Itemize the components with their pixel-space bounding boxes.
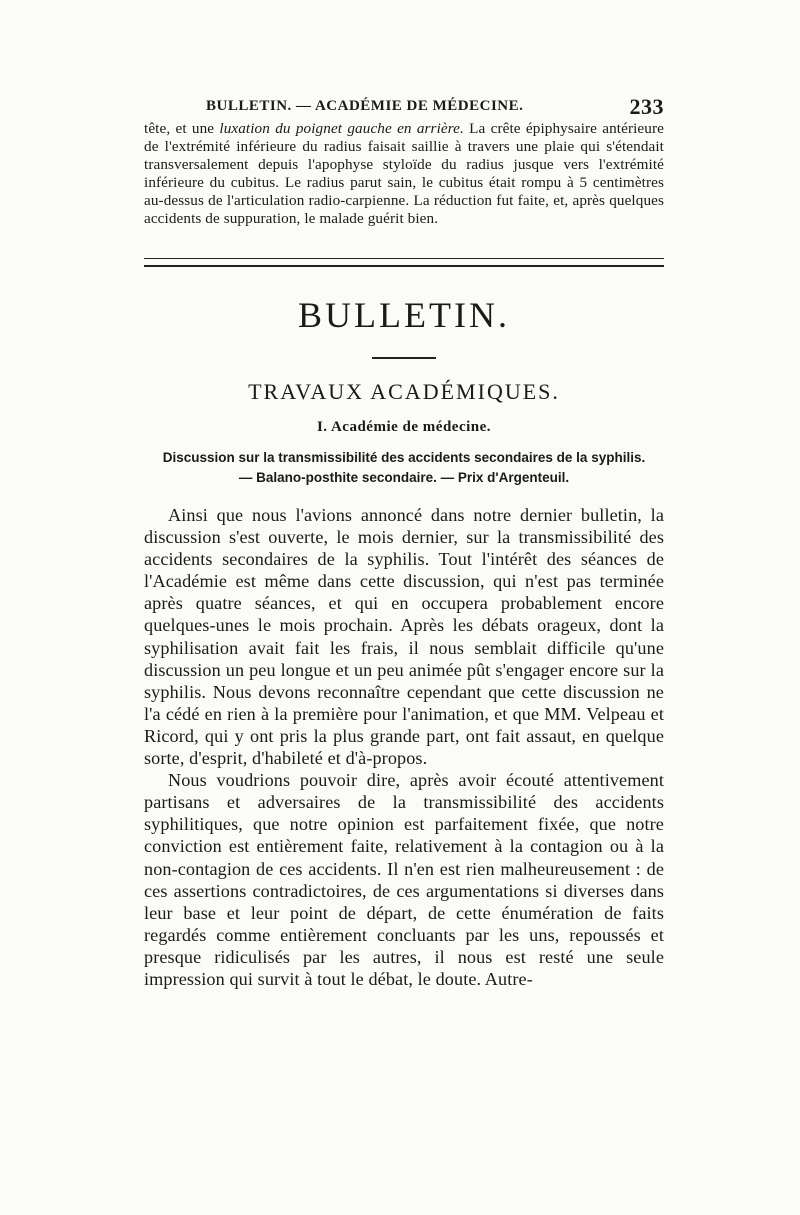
title-underline [372, 357, 436, 359]
page-number: 233 [629, 94, 664, 119]
subject-line-2: — Balano-posthite secondaire. — Prix d'Argenteuil. [238, 470, 570, 485]
section-title: BULLETIN. [298, 295, 510, 335]
academy-heading: I. Académie de médecine. [316, 419, 492, 435]
body-paragraph-1: Ainsi que nous l'avions annoncé dans notre dernier bulletin, la discussion s'est ouverte, le mois dernier, sur la transmissibilité des accidents secondaires de la syphilis. Tout l'intérêt des séances de l'Académie est même dans cette discussion, qui n'est pas terminée après quatre séances, et qui en occupera probablement encore quelques-unes le mois prochain. Après les débats orageux, dont la syphilisation avait fait les frais, il nous semblait difficile qu'une discussion un peu longue et un peu animée pût s'engager encore sur la syphilis. Nous devons reconnaître cependant que cette discussion ne l'a cédé en rien à la première pour l'animation, et que MM. Velpeau et Ricord, qui y ont pris la plus grande part, ont fait assaut, en quelque sorte, d'esprit, d'habileté et d'à-propos. [144, 505, 664, 769]
opening-text-start: tête, et une [144, 120, 220, 137]
body-paragraph-2: Nous voudrions pouvoir dire, après avoir écouté attentivement partisans et adversaires de la transmissibilité des accidents syphilitiques, que notre opinion est parfaitement fixée, que notre conviction est entièrement faite, relativement à la contagion ou à la non-contagion de ces accidents. Il n'en est rien malheureusement : de ces assertions contradictoires, de ces argumentations si diverses dans leur base et leur point de départ, de cette énumération de faits regardés comme entièrement concluants par les uns, repoussés et presque ridiculisés par les autres, il nous est resté une seule impression qui survit à tout le débat, le doute. Autre- [144, 770, 664, 989]
subject-line-1: Discussion sur la transmissibilité des accidents secondaires de la syphilis. [162, 450, 646, 465]
running-title: BULLETIN. — ACADÉMIE DE MÉDECINE. [206, 98, 524, 114]
opening-italic-phrase: luxation du poignet gauche en arrière. [219, 120, 464, 137]
opening-text-rest: La crête épiphysaire antérieure de l'extrémité inférieure du radius faisait saillie à travers une plaie qui s'étendait transversalement depuis l'apophyse styloïde du radius jusque vers l'extrémité inférieure du cubitus. Le radius parut sain, le cubitus était rompu à 5 centimètres au-dessus de l'articulation radio-carpienne. La réduction fut faite, et, après quelques accidents de suppuration, le malade guérit bien. [144, 120, 664, 227]
section-divider [144, 258, 664, 267]
section-subtitle: TRAVAUX ACADÉMIQUES. [248, 379, 560, 404]
running-header [144, 92, 664, 120]
opening-paragraph [144, 120, 664, 228]
subject-heading [144, 448, 664, 488]
document-page [144, 92, 664, 990]
article-body [144, 504, 664, 990]
